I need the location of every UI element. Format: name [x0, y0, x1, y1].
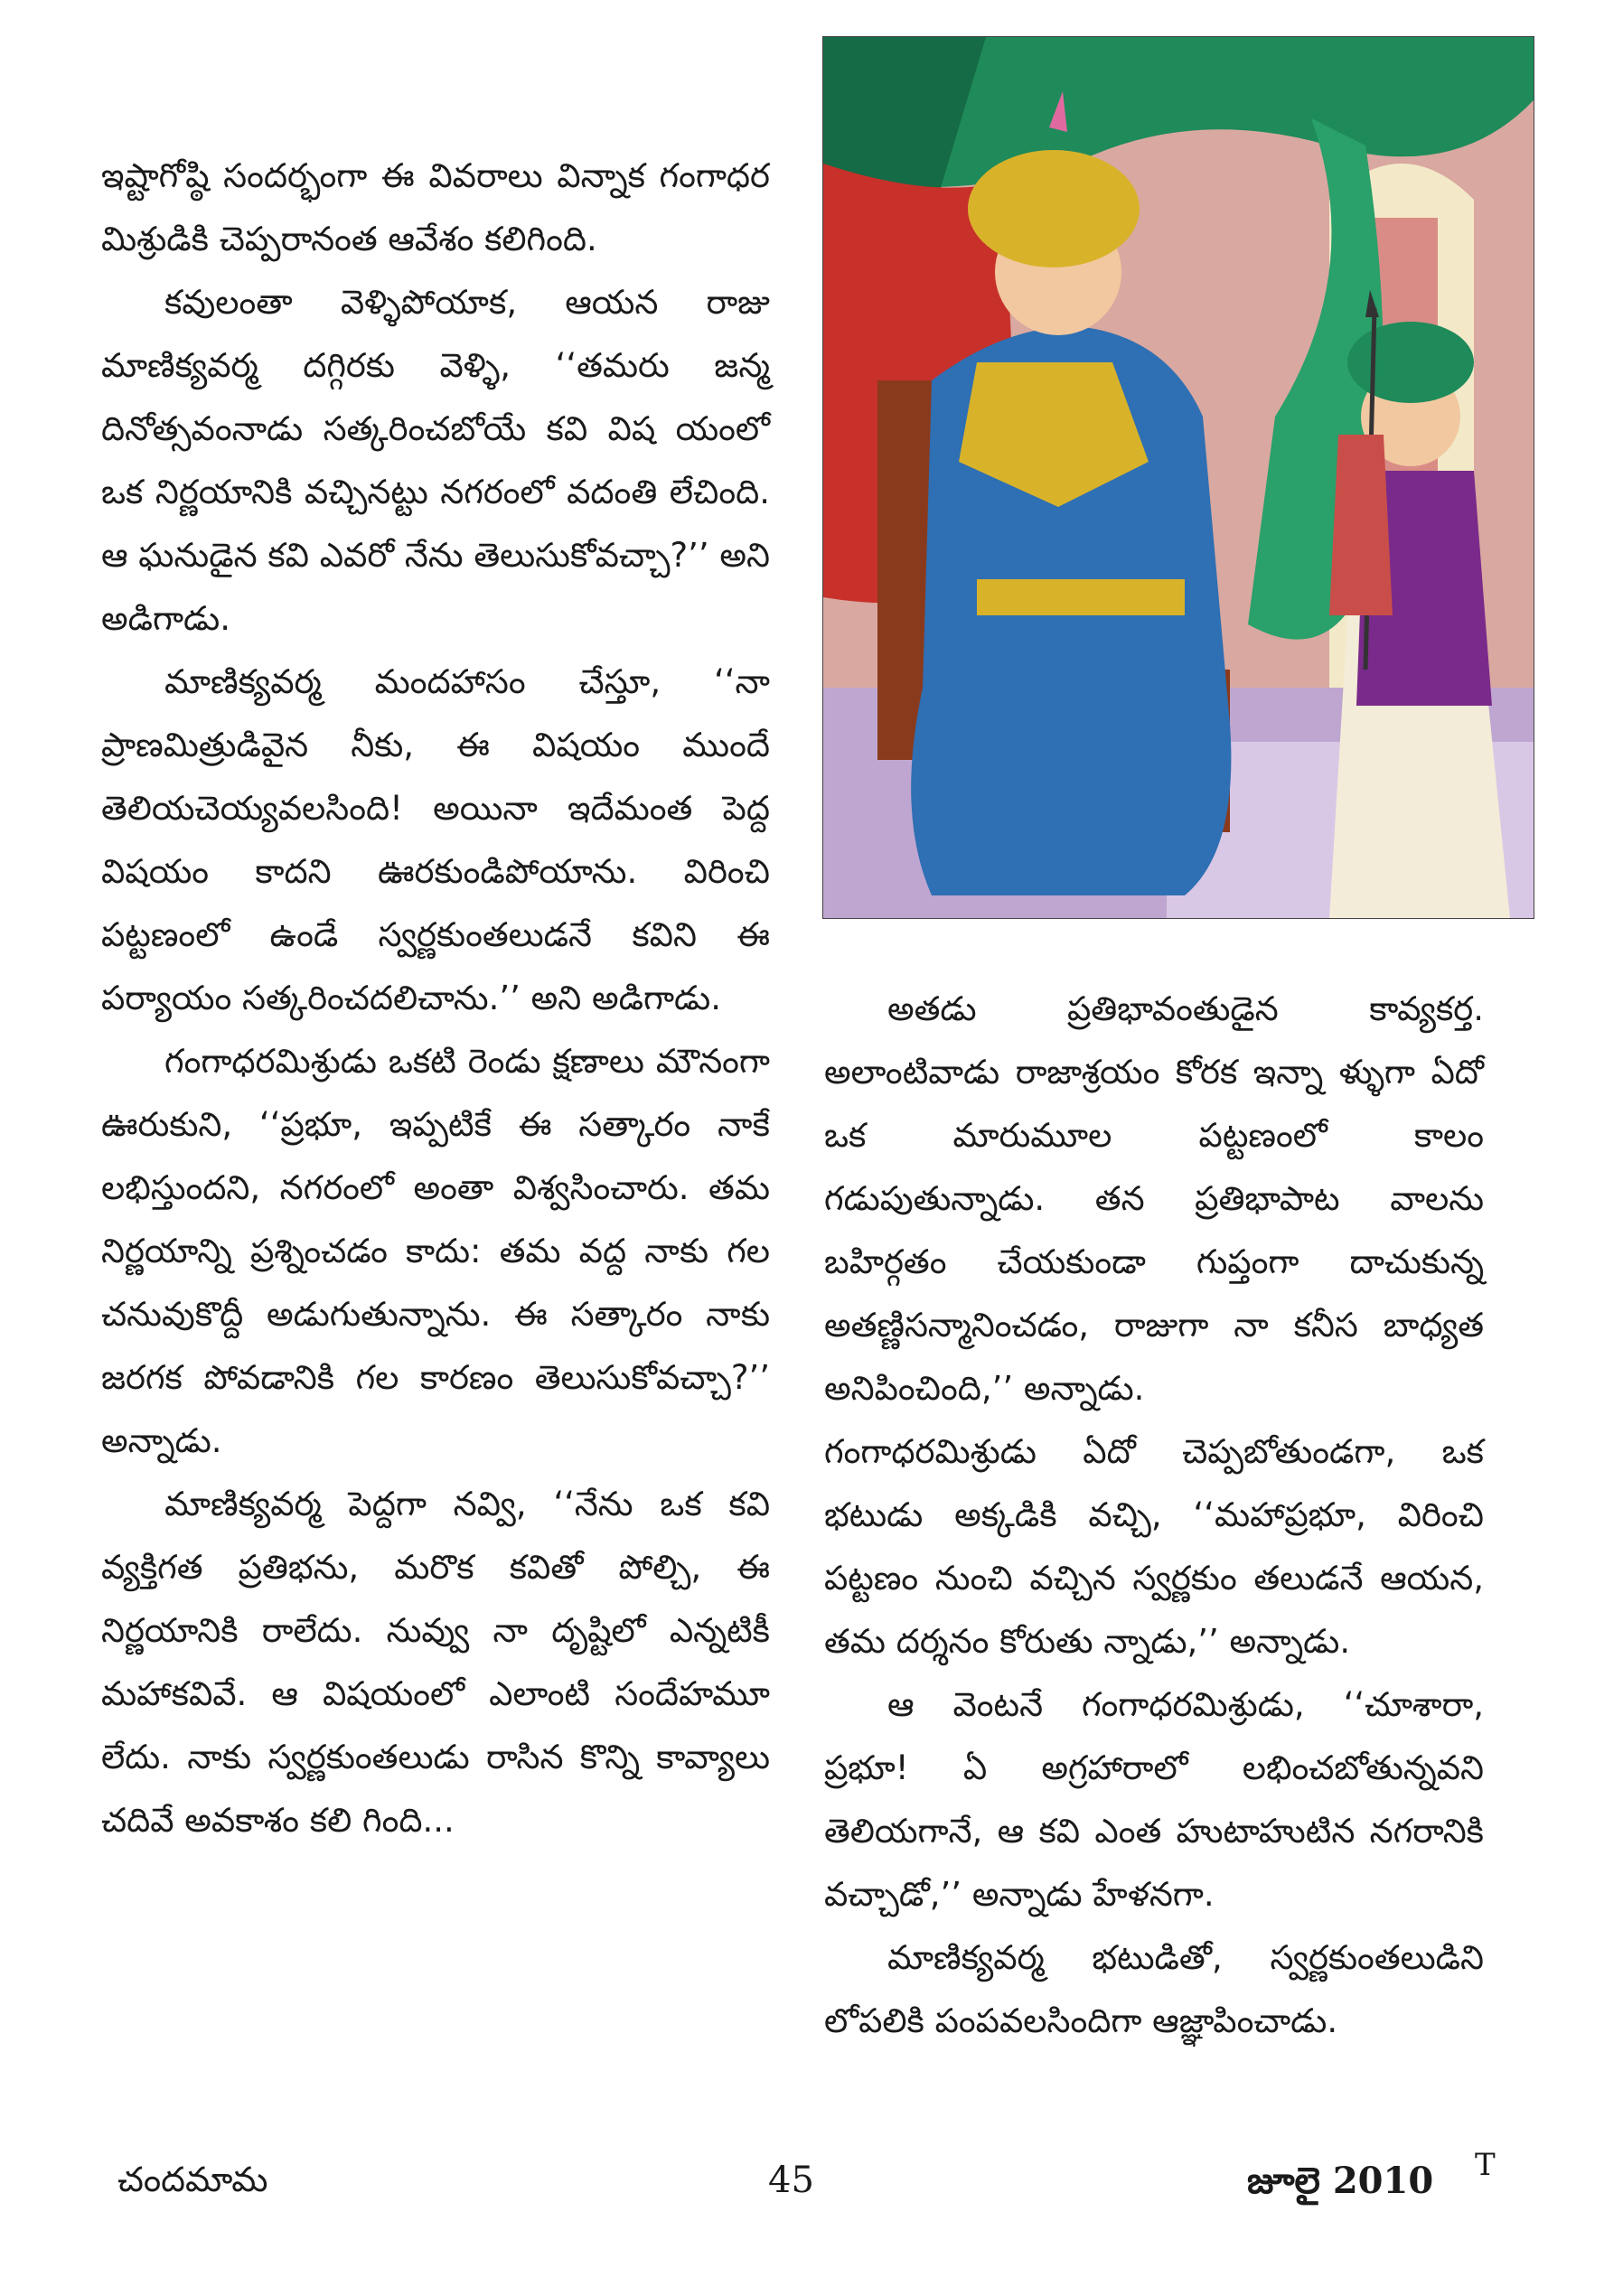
paragraph: అతడు ప్రతిభావంతుడైన కావ్యకర్త. అలాంటివాడు రాజాశ్రయం కోరక ఇన్నా ళ్ళుగా ఏదో ఒక మారుమూల పట్టణంలో కాలం గడుపుతున్నాడు. తన ప్రతిభాపాట వాలను బహిర్గతం చేయకుండా గుప్తంగా దాచుకున్న అతణ్ణిసన్మానించడం, రాజుగా నా కనీస బాధ్యత అనిపించింది,’’ అన్నాడు. — [824, 989, 1484, 1408]
paragraph: మాణిక్యవర్మ భటుడితో, స్వర్ణకుంతలుడిని లోపలికి పంపవలసిందిగా ఆజ్ఞాపించాడు. — [824, 1938, 1484, 2040]
paragraph: ఇష్టాగోష్ఠి సందర్భంగా ఈ వివరాలు విన్నాక గంగాధర మిశ్రుడికి చెప్పరానంత ఆవేశం కలిగింది. — [101, 156, 770, 258]
right-text-column — [824, 978, 1484, 2053]
corner-mark: T — [1475, 2147, 1496, 2183]
paragraph: గంగాధరమిశ్రుడు ఏదో చెప్పబోతుండగా, ఒక భటుడు అక్కడికి వచ్చి, ‘‘మహాప్రభూ, విరించి పట్టణం నుంచి వచ్చిన స్వర్ణకుం తలుడనే ఆయన, తమ దర్శనం కోరుతు న్నాడు,’’ అన్నాడు. — [824, 1432, 1484, 1661]
paragraph: కవులంతా వెళ్ళిపోయాక, ఆయన రాజు మాణిక్యవర్మ దగ్గిరకు వెళ్ళి, ‘‘తమరు జన్మ దినోత్సవంనాడు సత్కరించబోయే కవి విష యంలో ఒక నిర్ణయానికి వచ్చినట్టు నగరంలో వదంతి లేచింది. ఆ ఘనుడైన కవి ఎవరో నేను తెలుసుకోవచ్చా?’’ అని అడిగాడు. — [101, 283, 770, 638]
paragraph: మాణిక్యవర్మ మందహాసం చేస్తూ, ‘‘నా ప్రాణమిత్రుడివైన నీకు, ఈ విషయం ముందే తెలియచెయ్యవలసింది! అయినా ఇదేమంత పెద్ద విషయం కాదని ఊరకుండిపోయాను. విరించి పట్టణంలో ఉండే స్వర్ణకుంతలుడనే కవిని ఈ పర్యాయం సత్కరించదలిచాను.’’ అని అడిగాడు. — [101, 662, 770, 1017]
left-text-column — [101, 145, 770, 1852]
story-illustration — [822, 36, 1534, 919]
paragraph: గంగాధరమిశ్రుడు ఒకటి రెండు క్షణాలు మౌనంగా ఊరుకుని, ‘‘ప్రభూ, ఇప్పటికే ఈ సత్కారం నాకే లభిస్తుందని, నగరంలో అంతా విశ్వసించారు. తమ నిర్ణయాన్ని ప్రశ్నించడం కాదు: తమ వద్ద నాకు గల చనువుకొద్దీ అడుగుతున్నాను. ఈ సత్కారం నాకు జరగక పోవడానికి గల కారణం తెలుసుకోవచ్చా?’’ అన్నాడు. — [101, 1042, 770, 1460]
page-footer — [0, 2147, 1623, 2223]
magazine-name: చందమామ — [117, 2160, 268, 2199]
paragraph: ఆ వెంటనే గంగాధరమిశ్రుడు, ‘‘చూశారా, ప్రభూ! ఏ అగ్రహారాలో లభించబోతున్నవని తెలియగానే, ఆ కవి ఎంత హుటాహుటిన నగరానికి వచ్చాడో,’’ అన్నాడు హేళనగా. — [824, 1685, 1484, 1914]
paragraph: మాణిక్యవర్మ పెద్దగా నవ్వి, ‘‘నేను ఒక కవి వ్యక్తిగత ప్రతిభను, మరొక కవితో పోల్చి, ఈ నిర్ణయానికి రాలేదు. నువ్వు నా దృష్టిలో ఎన్నటికీ మహాకవివే. ఆ విషయంలో ఎలాంటి సందేహమూ లేదు. నాకు స్వర్ణకుంతలుడు రాసిన కొన్ని కావ్యాలు చదివే అవకాశం కలి గింది... — [101, 1485, 770, 1840]
issue-date: జూలై 2010 — [1247, 2160, 1434, 2202]
king-and-minister-icon — [823, 37, 1534, 918]
page-number: 45 — [768, 2160, 814, 2201]
